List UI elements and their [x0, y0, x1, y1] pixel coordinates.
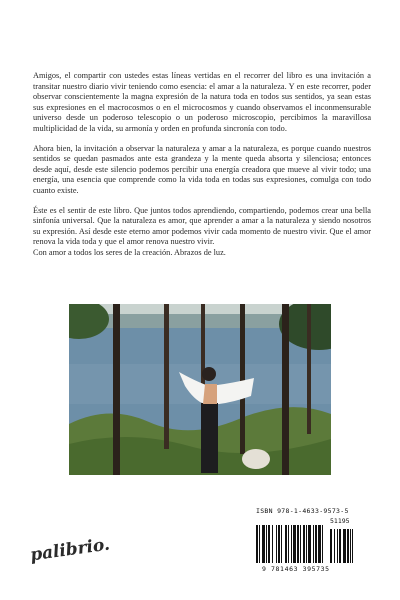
barcode-number: 9 781463 395735 — [262, 565, 330, 573]
back-cover-text — [33, 71, 371, 268]
publisher-logo: palibrio. — [28, 534, 112, 566]
paragraph-1: Amigos, el compartir con ustedes estas líneas vertidas en el recorrer del libro es una invitación a transitar nuestro diario vivir teniendo como esencia: el amar a la naturaleza. Y en este recorrer, poder observar conscientemente la magna expresión de la natura toda en todos sus sentidos, ya sean estas sus expresiones en el macrocosmos o en el microcosmos y cuando observamos el inconmensurable universo desde un poderoso telescopio o un poderoso microscopio, percibimos la maravillosa multiplicidad de la vida, su armonía y orden en profunda sincronía con todo. — [33, 71, 371, 133]
cover-photo-forest-lake — [69, 304, 331, 475]
isbn-label: ISBN 978-1-4633-9573-5 — [256, 507, 349, 515]
price-code: 51195 — [330, 517, 350, 525]
paragraph-4: Con amor a todos los seres de la creación. Abrazos de luz. — [33, 247, 226, 257]
paragraph-3: Éste es el sentir de este libro. Que juntos todos aprendiendo, compartiendo, podemos crear una bella sinfonía universal. Que la naturaleza es amor, que aprender a amar a la naturaleza y siendo nosotros su expresión. Así desde este eterno amor podemos vivir cada momento de nuestro vivir. Que el amor renova la vida toda y que el amor renova nuestro vivir. — [33, 205, 371, 247]
paragraph-2: Ahora bien, la invitación a observar la naturaleza y amar a la naturaleza, es porque cuando nuestros sentidos se quedan pasmados ante esta grandeza y la mente queda absorta y silenciosa; entonces desde aquí, desde este silencio podemos percibir una energía creadora que mueve al vivir todo; una energía, una esencia que comprende como la vida toda en todas sus expresiones, comulga con todo cuanto existe. — [33, 143, 371, 195]
